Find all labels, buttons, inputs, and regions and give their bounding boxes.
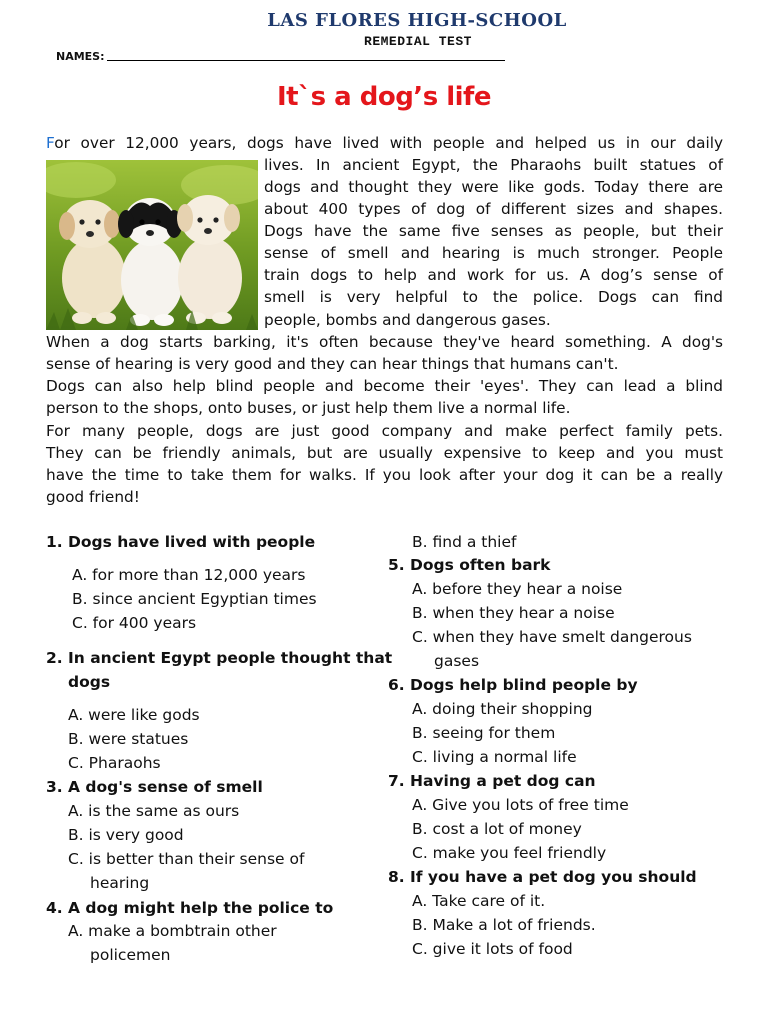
passage-line: Dogs have the same five senses as people, but their <box>264 222 723 240</box>
passage-line: about 400 types of dog of different sizes and shapes. <box>264 200 723 218</box>
answer-option-cont: hearing <box>90 874 150 892</box>
answer-option: B. is very good <box>68 826 184 844</box>
answer-option: B. seeing for them <box>412 724 556 742</box>
question-1 <box>46 533 315 551</box>
passage-line: dogs and thought they were like gods. Today there are <box>264 178 723 196</box>
answer-option: A. Give you lots of free time <box>412 796 629 814</box>
question-3 <box>46 778 263 796</box>
answer-option-cont: policemen <box>90 946 171 964</box>
question-text: A dog might help the police to <box>68 899 334 917</box>
question-text: A dog's sense of smell <box>68 778 263 796</box>
question-number: 5. <box>388 556 405 574</box>
answer-option: C. is better than their sense of <box>68 850 305 868</box>
question-6 <box>388 676 638 694</box>
question-text: In ancient Egypt people thought that <box>68 649 393 667</box>
question-text: Dogs help blind people by <box>410 676 638 694</box>
answer-option: C. for 400 years <box>72 614 197 632</box>
puppies-photo <box>46 160 258 330</box>
page-title: It`s a dog’s life <box>277 82 491 112</box>
answer-option: B. find a thief <box>412 533 517 551</box>
names-label: NAMES: <box>56 50 105 63</box>
passage-line: good friend! <box>46 488 140 506</box>
passage-line: sense of smell and hearing is much stronger. People <box>264 244 723 262</box>
question-number: 6. <box>388 676 405 694</box>
passage-line: smell is very helpful to the police. Dogs can find <box>264 288 723 306</box>
passage-line: lives. In ancient Egypt, the Pharaohs built statues of <box>264 156 723 174</box>
names-row <box>56 50 505 63</box>
question-7 <box>388 772 596 790</box>
drop-letter: F <box>46 134 55 152</box>
question-5 <box>388 556 550 574</box>
answer-option: B. Make a lot of friends. <box>412 916 596 934</box>
passage-line: When a dog starts barking, it's often because they've heard something. A dog's <box>46 333 723 351</box>
question-number: 1. <box>46 533 63 551</box>
answer-option: A. were like gods <box>68 706 200 724</box>
answer-option: C. give it lots of food <box>412 940 573 958</box>
passage-line: sense of hearing is very good and they can hear things that humans can't. <box>46 355 619 373</box>
question-number: 7. <box>388 772 405 790</box>
answer-option: A. for more than 12,000 years <box>72 566 306 584</box>
answer-option: B. when they hear a noise <box>412 604 615 622</box>
answer-option: B. cost a lot of money <box>412 820 582 838</box>
question-text: Dogs often bark <box>410 556 551 574</box>
question-text: Dogs have lived with people <box>68 533 316 551</box>
question-2 <box>46 649 392 667</box>
question-number: 2. <box>46 649 63 667</box>
names-blank-line <box>107 60 505 61</box>
question-4 <box>46 899 333 917</box>
test-title: REMEDIAL TEST <box>364 34 472 49</box>
passage-line: They can be friendly animals, but are usually expensive to keep and you must <box>46 444 723 462</box>
answer-option: C. living a normal life <box>412 748 577 766</box>
school-name: LAS FLORES HIGH-SCHOOL <box>267 10 567 31</box>
passage-line: For many people, dogs are just good company and make perfect family pets. <box>46 422 723 440</box>
answer-option: C. make you feel friendly <box>412 844 607 862</box>
question-8 <box>388 868 697 886</box>
answer-option: A. is the same as ours <box>68 802 240 820</box>
answer-option-cont: gases <box>434 652 480 670</box>
question-number: 3. <box>46 778 63 796</box>
answer-option: A. doing their shopping <box>412 700 593 718</box>
answer-option: C. Pharaohs <box>68 754 161 772</box>
question-number: 8. <box>388 868 405 886</box>
passage-line: person to the shops, onto buses, or just help them live a normal life. <box>46 399 571 417</box>
passage-line-1 <box>46 132 723 154</box>
question-text: If you have a pet dog you should <box>410 868 697 886</box>
answer-option: A. make a bombtrain other <box>68 922 277 940</box>
question-text: Having a pet dog can <box>410 772 596 790</box>
answer-option: A. Take care of it. <box>412 892 546 910</box>
answer-option: C. when they have smelt dangerous <box>412 628 692 646</box>
passage-line: train dogs to help and work for us. A dog’s sense of <box>264 266 723 284</box>
question-text-cont: dogs <box>68 673 111 691</box>
passage-line: Dogs can also help blind people and become their 'eyes'. They can lead a blind <box>46 377 723 395</box>
passage-line: have the time to take them for walks. If you look after your dog it can be a really <box>46 466 723 484</box>
answer-option: A. before they hear a noise <box>412 580 623 598</box>
question-number: 4. <box>46 899 63 917</box>
answer-option: B. since ancient Egyptian times <box>72 590 317 608</box>
answer-option: B. were statues <box>68 730 189 748</box>
passage-line-1-text: or over 12,000 years, dogs have lived with people and helped us in our daily <box>54 134 723 152</box>
passage-line: people, bombs and dangerous gases. <box>264 311 551 329</box>
